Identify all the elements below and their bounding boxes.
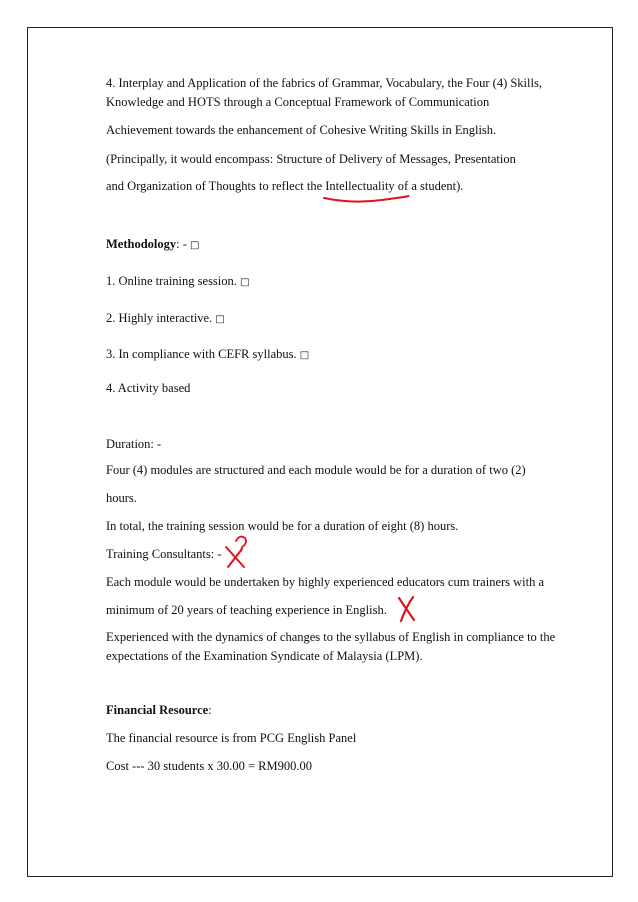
intro-line-5: and Organization of Thoughts to reflect the Intellectuality of a student).	[106, 179, 464, 193]
duration-heading: Duration: -	[106, 437, 162, 451]
consultants-line-2: minimum of 20 years of teaching experience in English.	[106, 603, 387, 617]
box-glyph-icon: □	[240, 277, 250, 288]
financial-line-2: Cost --- 30 students x 30.00 = RM900.00	[106, 759, 313, 773]
box-glyph-icon: □	[299, 350, 310, 361]
consultants-line-3: Experienced with the dynamics of changes to the syllabus of English in compliance to the	[106, 630, 556, 644]
box-glyph-icon: □	[190, 240, 200, 251]
red-underline-annotation	[322, 192, 412, 206]
consultants-heading: Training Consultants: -	[106, 547, 222, 561]
methodology-heading-line	[106, 236, 199, 254]
methodology-heading: Methodology	[106, 237, 177, 251]
methodology-suffix: : -	[176, 237, 191, 251]
red-cross-annotation	[396, 595, 418, 623]
consultants-line-1: Each module would be undertaken by highly experienced educators cum trainers with a	[106, 575, 545, 589]
methodology-item-4: 4. Activity based	[106, 381, 191, 395]
duration-line-1: Four (4) modules are structured and each module would be for a duration of two (2)	[106, 463, 526, 477]
financial-line-1: The financial resource is from PCG English Panel	[106, 731, 357, 745]
red-cross-question-annotation	[222, 535, 252, 569]
duration-line-3: In total, the training session would be for a duration of eight (8) hours.	[106, 519, 459, 533]
methodology-item-1: 1. Online training session. □	[106, 273, 249, 291]
financial-suffix: :	[208, 703, 212, 717]
consultants-line-4: expectations of the Examination Syndicate of Malaysia (LPM).	[106, 649, 423, 663]
intro-line-4: (Principally, it would encompass: Structure of Delivery of Messages, Presentation	[106, 152, 516, 166]
methodology-item-3: 3. In compliance with CEFR syllabus. □	[106, 346, 309, 364]
box-glyph-icon: □	[215, 314, 225, 325]
financial-heading: Financial Resource	[106, 703, 209, 717]
intro-line-2: Knowledge and HOTS through a Conceptual Framework of Communication	[106, 95, 490, 109]
intro-line-3: Achievement towards the enhancement of Cohesive Writing Skills in English.	[106, 123, 497, 137]
duration-line-2: hours.	[106, 491, 137, 505]
intro-line-1: 4. Interplay and Application of the fabrics of Grammar, Vocabulary, the Four (4) Skills,	[106, 76, 542, 90]
financial-heading-line	[106, 702, 212, 718]
methodology-item-2: 2. Highly interactive. □	[106, 310, 225, 328]
